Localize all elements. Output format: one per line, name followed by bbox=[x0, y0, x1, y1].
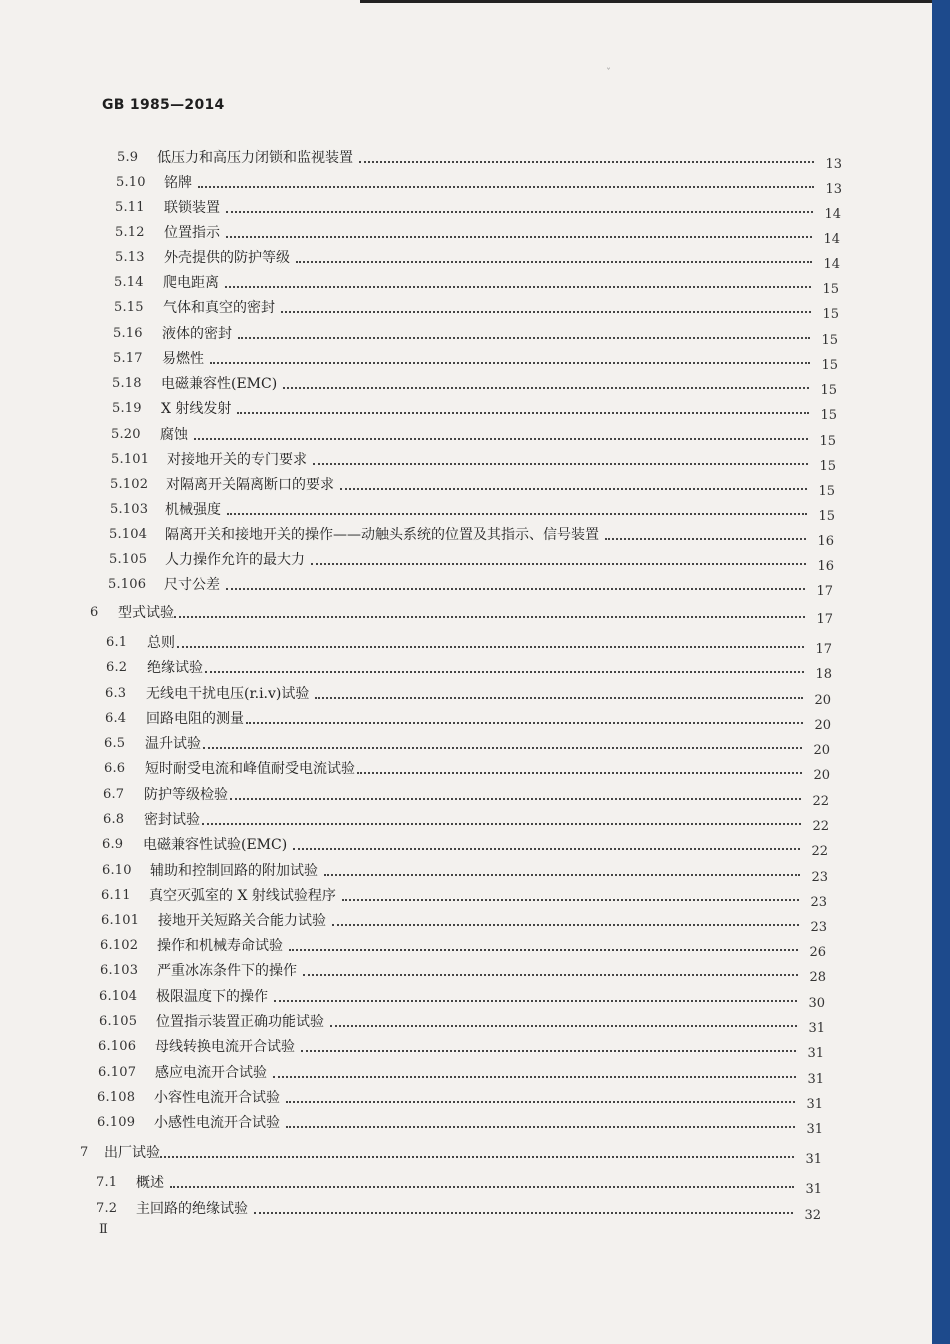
toc-entry[interactable]: 6.4 回路电阻的测量 20 bbox=[105, 710, 831, 733]
toc-entry[interactable]: 5.18 电磁兼容性(EMC) 15 bbox=[112, 375, 837, 398]
toc-entry[interactable]: 6.3 无线电干扰电压(r.i.v)试验 20 bbox=[105, 685, 831, 708]
toc-entry[interactable]: 6.5 温升试验 20 bbox=[104, 735, 830, 758]
toc-entry[interactable]: 5.102 对隔离开关隔离断口的要求 15 bbox=[110, 476, 835, 499]
toc-entry[interactable]: 7.2 主回路的绝缘试验 32 bbox=[96, 1200, 821, 1223]
scan-speck: ˇ bbox=[606, 68, 611, 79]
toc-entry[interactable]: 5.20 腐蚀 15 bbox=[111, 426, 836, 449]
toc-entry[interactable]: 5.106 尺寸公差 17 bbox=[108, 576, 833, 599]
toc-entry[interactable]: 6.8 密封试验 22 bbox=[103, 811, 829, 834]
toc-entry[interactable]: 6.106 母线转换电流开合试验 31 bbox=[98, 1038, 824, 1061]
toc-entry[interactable]: 6.10 辅助和控制回路的附加试验 23 bbox=[102, 862, 828, 885]
toc-entry[interactable]: 6.107 感应电流开合试验 31 bbox=[98, 1064, 824, 1087]
toc-entry[interactable]: 5.105 人力操作允许的最大力 16 bbox=[109, 551, 834, 574]
toc-entry[interactable]: 5.104 隔离开关和接地开关的操作——动触头系统的位置及其指示、信号装置 16 bbox=[109, 526, 834, 549]
toc-entry[interactable]: 5.16 液体的密封 15 bbox=[113, 325, 838, 348]
toc-entry[interactable]: 6.1 总则 17 bbox=[106, 634, 832, 657]
toc-entry[interactable]: 6.2 绝缘试验 18 bbox=[106, 659, 832, 682]
toc-entry[interactable]: 6.11 真空灭弧室的 X 射线试验程序 23 bbox=[101, 887, 827, 910]
toc-entry[interactable]: 5.10 铭牌 13 bbox=[116, 174, 842, 197]
toc-entry[interactable]: 5.9 低压力和高压力闭锁和监视装置 13 bbox=[117, 149, 842, 172]
toc-entry[interactable]: 5.101 对接地开关的专门要求 15 bbox=[111, 451, 836, 474]
toc-entry[interactable]: 6.102 操作和机械寿命试验 26 bbox=[100, 937, 826, 960]
toc-entry[interactable]: 6.104 极限温度下的操作 30 bbox=[99, 988, 825, 1011]
page-number-footer: Ⅱ bbox=[99, 1222, 108, 1237]
toc-entry[interactable]: 6.7 防护等级检验 22 bbox=[103, 786, 829, 809]
toc-entry[interactable]: 5.103 机械强度 15 bbox=[110, 501, 835, 524]
toc-entry[interactable]: 5.11 联锁装置 14 bbox=[115, 199, 841, 222]
toc-chapter[interactable]: 7 出厂试验 31 bbox=[80, 1144, 822, 1167]
toc-entry[interactable]: 6.9 电磁兼容性试验(EMC) 22 bbox=[102, 836, 828, 859]
toc-entry[interactable]: 6.109 小感性电流开合试验 31 bbox=[97, 1114, 823, 1137]
toc-entry[interactable]: 5.14 爬电距离 15 bbox=[114, 274, 839, 297]
toc-chapter[interactable]: 6 型式试验 17 bbox=[90, 604, 833, 627]
toc-entry[interactable]: 5.13 外壳提供的防护等级 14 bbox=[115, 249, 840, 272]
toc-entry[interactable]: 5.12 位置指示 14 bbox=[115, 224, 840, 247]
toc-entry[interactable]: 5.17 易燃性 15 bbox=[113, 350, 838, 373]
toc-entry[interactable]: 6.103 严重冰冻条件下的操作 28 bbox=[100, 962, 826, 985]
document-header: GB 1985—2014 bbox=[102, 97, 225, 113]
toc-entry[interactable]: 5.15 气体和真空的密封 15 bbox=[114, 299, 839, 322]
toc-entry[interactable]: 6.6 短时耐受电流和峰值耐受电流试验 20 bbox=[104, 760, 830, 783]
toc-entry[interactable]: 6.108 小容性电流开合试验 31 bbox=[97, 1089, 823, 1112]
toc-entry[interactable]: 6.101 接地开关短路关合能力试验 23 bbox=[101, 912, 827, 935]
toc-entry[interactable]: 6.105 位置指示装置正确功能试验 31 bbox=[99, 1013, 825, 1036]
toc-entry[interactable]: 7.1 概述 31 bbox=[96, 1174, 822, 1197]
toc-entry[interactable]: 5.19 X 射线发射 15 bbox=[112, 400, 837, 423]
